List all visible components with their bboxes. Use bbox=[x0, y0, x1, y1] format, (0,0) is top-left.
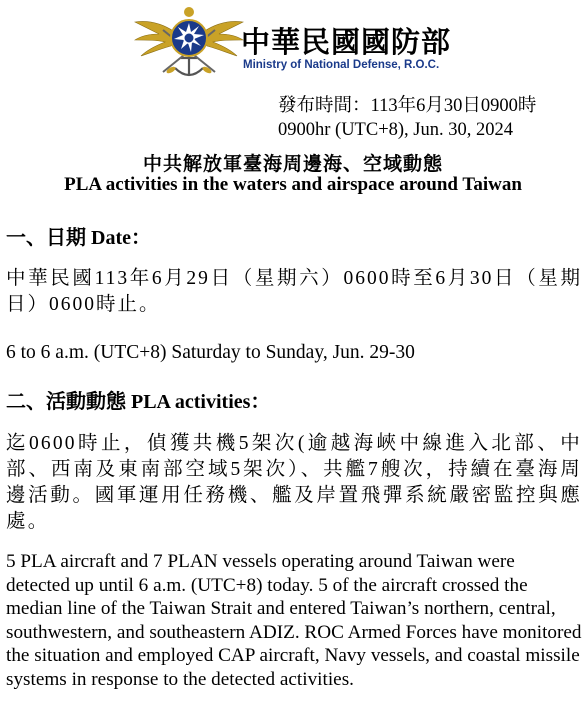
ministry-name-zh: 中華民國國防部 bbox=[241, 25, 452, 59]
ministry-name-en: Ministry of National Defense, R.O.C. bbox=[243, 59, 440, 71]
letterhead bbox=[133, 2, 473, 82]
activities-paragraph-zh: 迄0600時止，偵獲共機5架次(逾越海峽中線進入北部、中部、西南及東南部空域5架次）、共艦7艘次，持續在臺海周邊活動。國軍運用任務機、艦及岸置飛彈系統嚴密監控與應處。 bbox=[6, 433, 582, 532]
document-title-en: PLA activities in the waters and airspace around Taiwan bbox=[64, 174, 522, 195]
release-time-en: 0900hr (UTC+8), Jun. 30, 2024 bbox=[278, 120, 513, 140]
document-title-zh: 中共解放軍臺海周邊海、空域動態 bbox=[142, 154, 443, 175]
date-paragraph-en: 6 to 6 a.m. (UTC+8) Saturday to Sunday, Jun. 29-30 bbox=[6, 342, 415, 363]
date-paragraph-zh: 中華民國113年6月29日（星期六）0600時至6月30日（星期日）0600時止。 bbox=[6, 268, 582, 315]
activities-paragraph-en: 5 PLA aircraft and 7 PLAN vessels operating around Taiwan were detected up until 6 a.m. (UTC+8) today. 5 of the aircraft crossed the median line of the Taiwan Strait and entered Taiwan’s northern, central, southwestern, and southeastern ADIZ. ROC Armed Forces have monitored the situation and employed CAP aircraft, Navy vessels, and coastal missile systems in response to the detected activities. bbox=[6, 551, 582, 690]
ministry-emblem-icon bbox=[133, 2, 245, 82]
release-time-zh: 發布時間：113年6月30日0900時 bbox=[278, 96, 537, 116]
release-time bbox=[278, 94, 536, 142]
section-heading-date: 一、日期 Date： bbox=[6, 227, 151, 249]
section-heading-activities: 二、活動動態 PLA activities： bbox=[6, 391, 271, 413]
